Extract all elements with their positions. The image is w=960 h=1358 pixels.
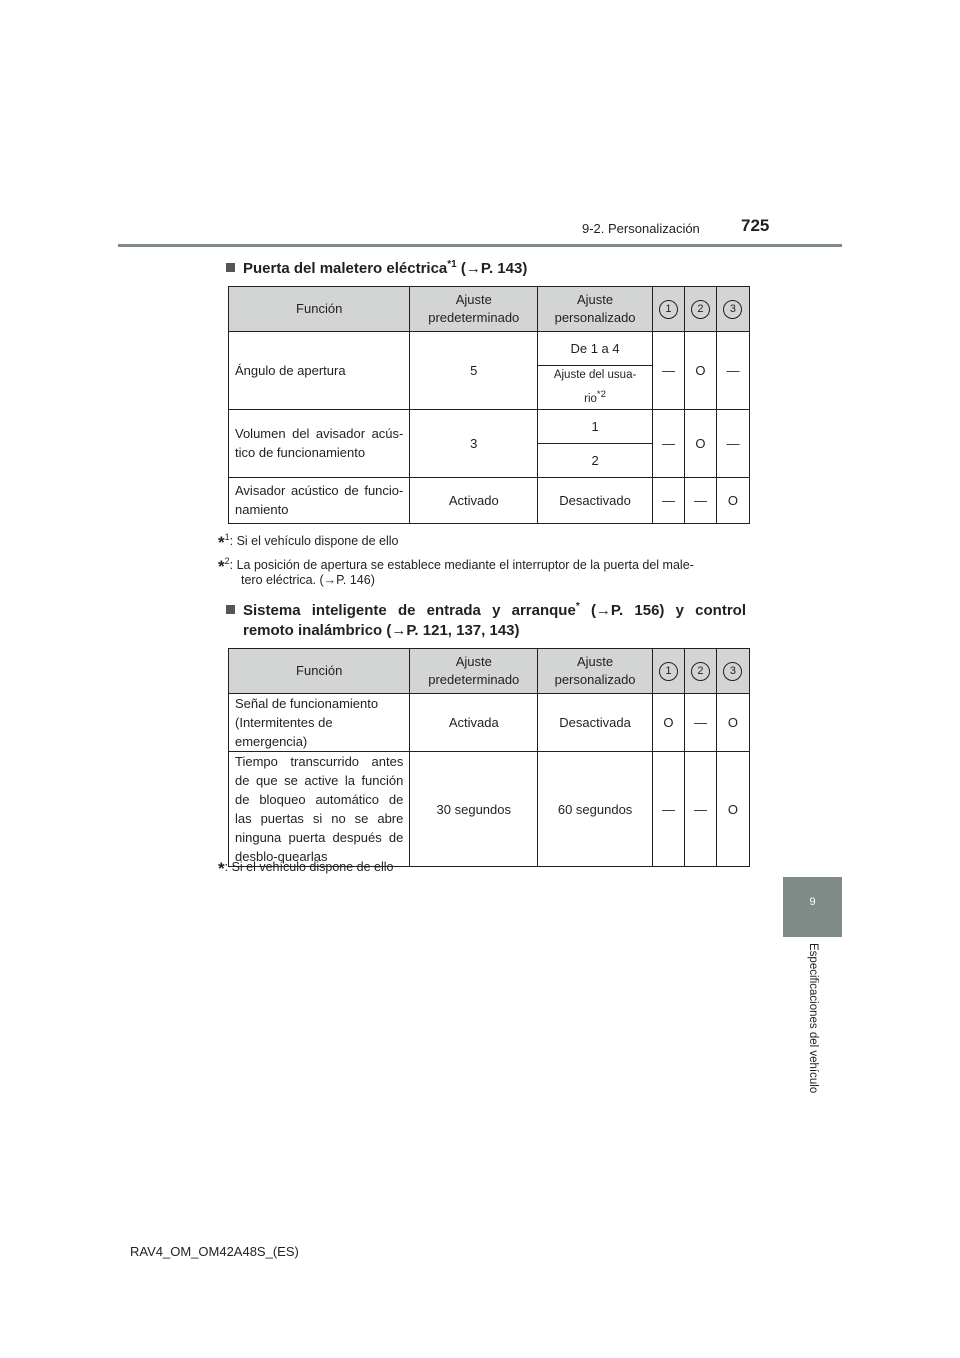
table-row <box>229 332 750 366</box>
footnote-2-continued: tero eléctrica. (→P. 146) <box>241 573 375 587</box>
table-row <box>229 409 750 443</box>
circled-number: 1 <box>659 662 678 681</box>
circled-number: 3 <box>723 300 742 319</box>
table-header-row <box>229 649 750 694</box>
chapter-number: 9 <box>809 896 816 908</box>
footnote-1: *$^1$: Si el vehículo dispone de ello <box>218 532 399 553</box>
circled-number: 1 <box>659 300 678 319</box>
cell-default: Activado <box>410 477 538 523</box>
cell-2: — <box>684 694 716 752</box>
bullet-square-icon <box>226 605 235 614</box>
cell-default: 30 segundos <box>410 752 538 867</box>
cell-default: 3 <box>410 409 538 477</box>
table-row <box>229 752 750 867</box>
col-custom: Ajuste personalizado <box>538 287 653 332</box>
table-row <box>229 694 750 752</box>
smart-entry-table <box>228 648 750 867</box>
cell-2: — <box>684 477 716 523</box>
cell-custom: Ajuste del usua-rio$^{*2}$ <box>538 366 653 410</box>
section2-heading-line2: remoto inalámbrico (→P. 121, 137, 143) <box>243 622 520 639</box>
power-tailgate-table <box>228 286 750 524</box>
cell-1: — <box>652 409 684 477</box>
cell-custom: Desactivada <box>538 694 653 752</box>
col-function: Función <box>229 287 410 332</box>
cell-default: Activada <box>410 694 538 752</box>
cell-3: — <box>716 332 749 410</box>
col-default: Ajuste predeterminado <box>410 649 538 694</box>
cell-function: Avisador acústico de funcio-namiento <box>229 477 410 523</box>
page-number: 725 <box>741 216 770 235</box>
chapter-title: Especificaciones del vehículo <box>807 943 819 1094</box>
cell-1: — <box>652 477 684 523</box>
cell-function: Señal de funcionamiento (Intermitentes de emergencia) <box>229 694 410 752</box>
cell-2: O <box>684 409 716 477</box>
cell-3: O <box>716 694 749 752</box>
cell-custom: Desactivado <box>538 477 653 523</box>
col-1 <box>652 287 684 332</box>
cell-1: — <box>652 332 684 410</box>
header-rule <box>118 244 842 247</box>
table-header-row <box>229 287 750 332</box>
cell-2: — <box>684 752 716 867</box>
cell-3: O <box>716 477 749 523</box>
chapter-side-label <box>805 943 819 1123</box>
cell-function: Tiempo transcurrido antes de que se active la función de bloqueo automático de las puertas si no se abre ninguna puerta después de desblo-quearlas <box>229 752 410 867</box>
cell-3: — <box>716 409 749 477</box>
footnote-3: *: Si el vehículo dispone de ello <box>218 859 394 878</box>
col-custom: Ajuste personalizado <box>538 649 653 694</box>
circled-number: 2 <box>691 300 710 319</box>
cell-function: Volumen del avisador acús-tico de funcionamiento <box>229 409 410 477</box>
section-title: 9-2. Personalización <box>582 221 700 236</box>
cell-custom: De 1 a 4 <box>538 332 653 366</box>
bullet-square-icon <box>226 263 235 272</box>
cell-custom: 60 segundos <box>538 752 653 867</box>
circled-number: 3 <box>723 662 742 681</box>
cell-custom: 1 <box>538 409 653 443</box>
col-1 <box>652 649 684 694</box>
col-2 <box>684 287 716 332</box>
col-3 <box>716 649 749 694</box>
chapter-tab <box>783 877 842 937</box>
section2-heading-line1: Sistema inteligente de entrada y arranque* (→P. 156) y control <box>226 594 746 623</box>
cell-custom: 2 <box>538 443 653 477</box>
col-default: Ajuste predeterminado <box>410 287 538 332</box>
cell-1: — <box>652 752 684 867</box>
footnote-2: *$^2$: La posición de apertura se establece mediante el interruptor de la puerta del male- <box>218 556 694 577</box>
col-2 <box>684 649 716 694</box>
cell-2: O <box>684 332 716 410</box>
cell-3: O <box>716 752 749 867</box>
col-function: Función <box>229 649 410 694</box>
col-3 <box>716 287 749 332</box>
cell-default: 5 <box>410 332 538 410</box>
cell-1: O <box>652 694 684 752</box>
document-code: RAV4_OM_OM42A48S_(ES) <box>130 1244 299 1259</box>
cell-function: Ángulo de apertura <box>229 332 410 410</box>
section1-heading: Puerta del maletero eléctrica$^{*1}$ (→P. 143) <box>226 252 527 281</box>
table-row <box>229 477 750 523</box>
circled-number: 2 <box>691 662 710 681</box>
